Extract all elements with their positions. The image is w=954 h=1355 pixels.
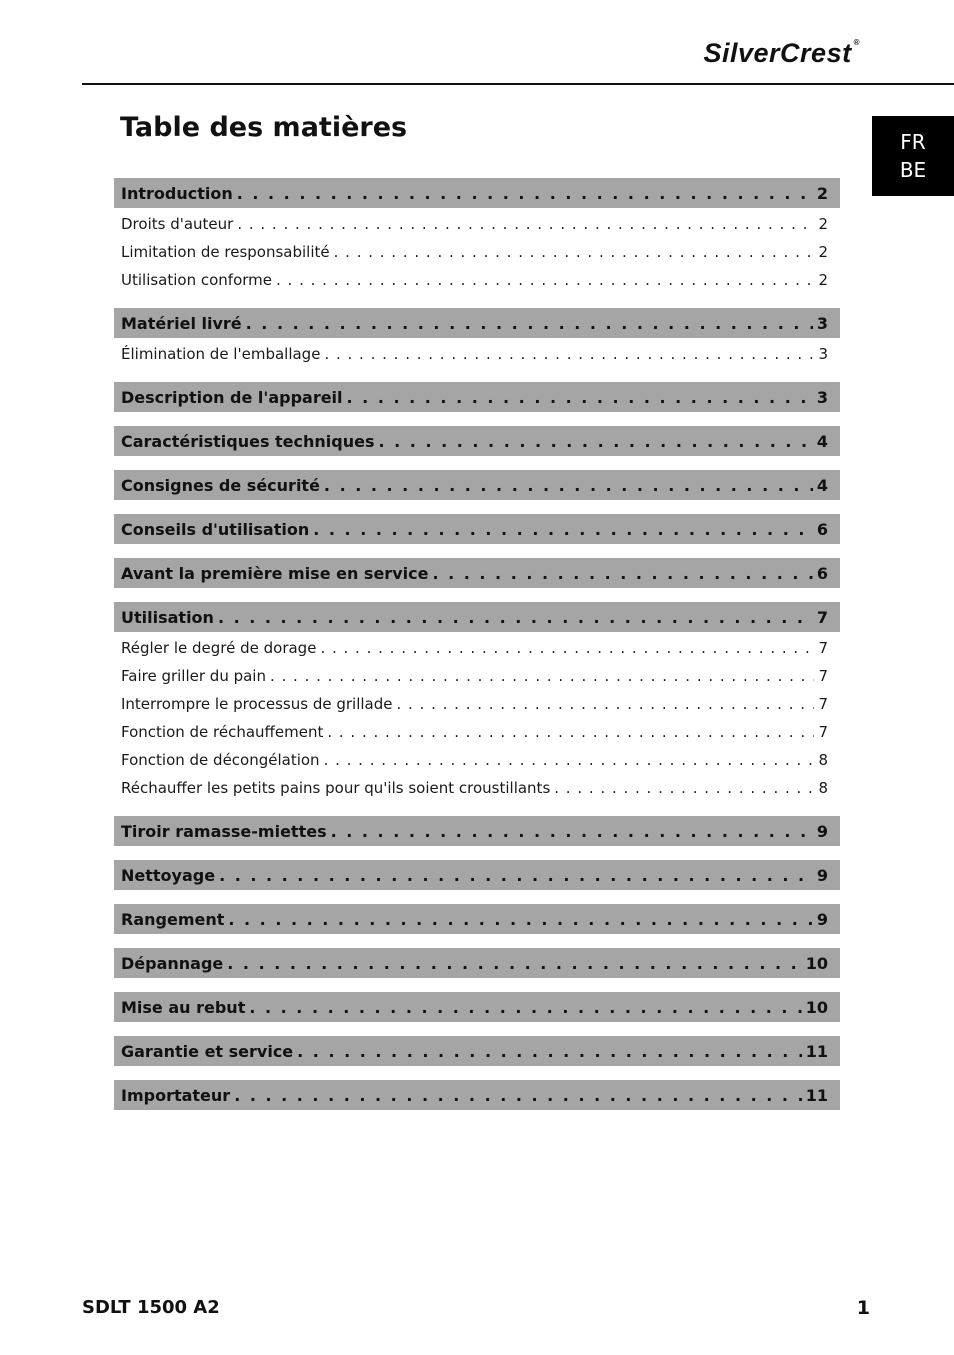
leader-dots — [554, 779, 814, 797]
toc-section — [114, 558, 840, 588]
subentry-page: 7 — [818, 695, 828, 713]
toc-subentry[interactable] — [114, 210, 840, 238]
toc-chapter-entry[interactable] — [114, 816, 840, 846]
toc-chapter-entry[interactable] — [114, 382, 840, 412]
chapter-page: 10 — [805, 953, 828, 973]
page-number: 1 — [856, 1297, 870, 1319]
subentry-page: 2 — [818, 243, 828, 261]
toc-subentry[interactable] — [114, 718, 840, 746]
toc-chapter-entry[interactable] — [114, 470, 840, 500]
subentry-page: 8 — [818, 751, 828, 769]
chapter-title: Matériel livré — [121, 313, 242, 333]
chapter-page: 6 — [816, 519, 828, 539]
subentry-title: Fonction de réchauffement — [121, 723, 324, 741]
toc-section — [114, 1036, 840, 1066]
chapter-page: 11 — [805, 1041, 828, 1061]
toc-section — [114, 602, 840, 802]
toc-subentries — [114, 632, 840, 802]
leader-dots — [327, 723, 814, 741]
page-title: Table des matières — [120, 112, 408, 143]
chapter-title: Conseils d'utilisation — [121, 519, 310, 539]
leader-dots — [218, 608, 813, 627]
leader-dots — [324, 345, 814, 363]
subentry-title: Réchauffer les petits pains pour qu'ils soient croustillants — [121, 779, 551, 797]
leader-dots — [276, 271, 814, 289]
leader-dots — [379, 432, 813, 451]
chapter-page: 11 — [805, 1085, 828, 1105]
chapter-title: Garantie et service — [121, 1041, 294, 1061]
subentry-title: Limitation de responsabilité — [121, 243, 330, 261]
leader-dots — [246, 314, 813, 333]
chapter-page: 3 — [816, 387, 828, 407]
toc-subentry[interactable] — [114, 340, 840, 368]
toc-subentry[interactable] — [114, 746, 840, 774]
toc-chapter-entry[interactable] — [114, 992, 840, 1022]
toc-subentries — [114, 338, 840, 368]
toc-chapter-entry[interactable] — [114, 426, 840, 456]
leader-dots — [313, 520, 813, 539]
toc-section — [114, 426, 840, 456]
leader-dots — [237, 184, 813, 203]
leader-dots — [228, 910, 812, 929]
chapter-title: Caractéristiques techniques — [121, 431, 375, 451]
subentry-page: 2 — [818, 215, 828, 233]
subentry-title: Régler le degré de dorage — [121, 639, 317, 657]
subentry-page: 7 — [818, 639, 828, 657]
chapter-title: Consignes de sécurité — [121, 475, 320, 495]
subentry-page: 2 — [818, 271, 828, 289]
toc-subentry[interactable] — [114, 774, 840, 802]
toc-chapter-entry[interactable] — [114, 1080, 840, 1110]
chapter-page: 2 — [816, 183, 828, 203]
chapter-page: 7 — [816, 607, 828, 627]
toc-chapter-entry[interactable] — [114, 860, 840, 890]
chapter-title: Utilisation — [121, 607, 214, 627]
toc-subentry[interactable] — [114, 634, 840, 662]
toc-section — [114, 992, 840, 1022]
leader-dots — [237, 215, 814, 233]
language-tab — [872, 116, 954, 196]
toc-chapter-entry[interactable] — [114, 948, 840, 978]
toc-section — [114, 860, 840, 890]
leader-dots — [227, 954, 801, 973]
chapter-title: Dépannage — [121, 953, 224, 973]
toc-subentry[interactable] — [114, 238, 840, 266]
chapter-page: 6 — [816, 563, 828, 583]
leader-dots — [219, 866, 813, 885]
toc-chapter-entry[interactable] — [114, 904, 840, 934]
toc-subentry[interactable] — [114, 662, 840, 690]
table-of-contents — [114, 178, 840, 1124]
subentry-title: Faire griller du pain — [121, 667, 266, 685]
toc-section — [114, 514, 840, 544]
leader-dots — [234, 1086, 802, 1105]
chapter-page: 9 — [816, 821, 828, 841]
toc-chapter-entry[interactable] — [114, 514, 840, 544]
chapter-page: 3 — [816, 313, 828, 333]
toc-section — [114, 948, 840, 978]
leader-dots — [396, 695, 814, 713]
toc-section — [114, 178, 840, 294]
registered-mark: ® — [853, 38, 860, 47]
toc-section — [114, 382, 840, 412]
language-code-fr: FR — [900, 130, 926, 154]
toc-section — [114, 904, 840, 934]
toc-subentries — [114, 208, 840, 294]
chapter-title: Nettoyage — [121, 865, 216, 885]
chapter-title: Avant la première mise en service — [121, 563, 429, 583]
chapter-title: Description de l'appareil — [121, 387, 343, 407]
chapter-title: Tiroir ramasse-miettes — [121, 821, 327, 841]
toc-chapter-entry[interactable] — [114, 308, 840, 338]
leader-dots — [432, 564, 812, 583]
leader-dots — [331, 822, 813, 841]
header-rule — [82, 83, 954, 85]
toc-chapter-entry[interactable] — [114, 558, 840, 588]
chapter-title: Rangement — [121, 909, 225, 929]
toc-section — [114, 816, 840, 846]
leader-dots — [320, 639, 814, 657]
subentry-title: Droits d'auteur — [121, 215, 234, 233]
subentry-title: Fonction de décongélation — [121, 751, 320, 769]
leader-dots — [249, 998, 801, 1017]
leader-dots — [297, 1042, 802, 1061]
subentry-page: 3 — [818, 345, 828, 363]
toc-section — [114, 1080, 840, 1110]
brand-logo — [704, 38, 861, 69]
chapter-page: 4 — [816, 475, 828, 495]
leader-dots — [347, 388, 813, 407]
subentry-title: Élimination de l'emballage — [121, 345, 321, 363]
toc-subentry[interactable] — [114, 690, 840, 718]
subentry-page: 7 — [818, 723, 828, 741]
chapter-page: 10 — [805, 997, 828, 1017]
toc-section — [114, 470, 840, 500]
leader-dots — [324, 476, 813, 495]
chapter-title: Introduction — [121, 183, 233, 203]
toc-subentry[interactable] — [114, 266, 840, 294]
subentry-title: Interrompre le processus de grillade — [121, 695, 393, 713]
toc-chapter-entry[interactable] — [114, 1036, 840, 1066]
chapter-page: 9 — [816, 865, 828, 885]
chapter-page: 9 — [816, 909, 828, 929]
subentry-title: Utilisation conforme — [121, 271, 273, 289]
chapter-title: Importateur — [121, 1085, 231, 1105]
leader-dots — [334, 243, 815, 261]
leader-dots — [270, 667, 814, 685]
model-number: SDLT 1500 A2 — [82, 1297, 220, 1318]
subentry-page: 7 — [818, 667, 828, 685]
subentry-page: 8 — [818, 779, 828, 797]
chapter-title: Mise au rebut — [121, 997, 246, 1017]
toc-chapter-entry[interactable] — [114, 602, 840, 632]
chapter-page: 4 — [816, 431, 828, 451]
toc-chapter-entry[interactable] — [114, 178, 840, 208]
toc-section — [114, 308, 840, 368]
leader-dots — [324, 751, 815, 769]
brand-name: SilverCrest — [703, 38, 852, 68]
language-code-be: BE — [899, 158, 927, 182]
